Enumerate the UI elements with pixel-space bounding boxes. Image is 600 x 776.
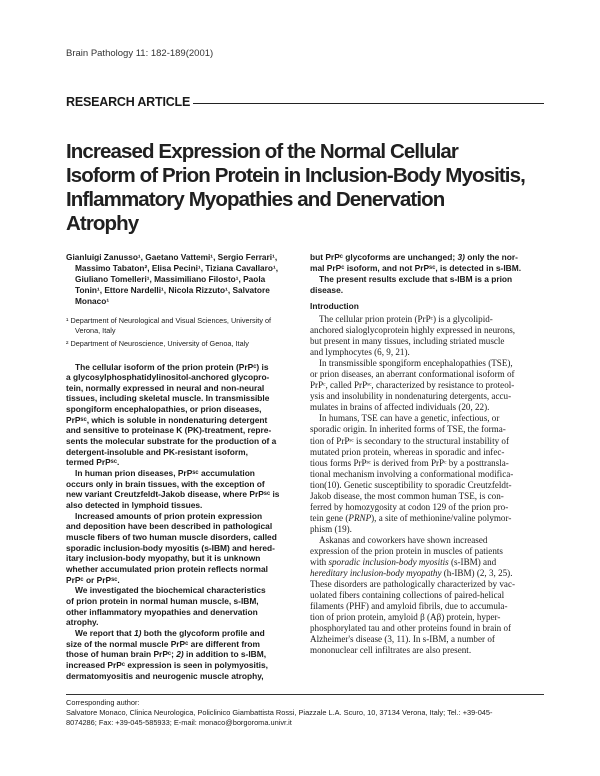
body-line: ysis and insolubility in nondenaturing detergents, accu-: [310, 391, 512, 402]
body-line: tion of prion protein, amyloid β (Aβ) protein, hyper-: [310, 612, 501, 623]
title-line: Inflammatory Myopathies and Denervation: [66, 188, 445, 211]
body-line: In humans, TSE can have a genetic, infectious, or: [319, 413, 500, 424]
abstract-line: sents the molecular substrate for the production of a: [66, 436, 277, 447]
body-line: tious forms PrPˢᶜ is derived from PrPᶜ by a posttransla-: [310, 457, 509, 468]
abstract-line: muscle fibers of two human muscle disorders, called: [66, 532, 277, 542]
body-line: Jakob disease, the most common human TSE, is con-: [310, 490, 504, 501]
abstract: [66, 362, 298, 682]
body-line: tion of PrPˢᶜ is secondary to the structural instability of: [310, 435, 509, 446]
body-line: mutated prion protein, whereas in sporadic and infec-: [310, 446, 505, 457]
abstract-line: size of the normal muscle PrPᶜ are different from: [66, 638, 260, 649]
abstract-line: also detected in lymphoid tissues.: [66, 500, 203, 511]
body-line: or prion diseases, an aberrant conformational isoform of: [310, 369, 515, 380]
author-line: Monaco¹: [75, 296, 110, 306]
body-line: tion(10). Genetic susceptibility to sporadic Creutzfeldt-: [310, 479, 512, 490]
body-line: uolated fibers containing collections of paired-helical: [310, 590, 505, 601]
abstract-line: whether accumulated prion protein reflects normal: [66, 563, 268, 574]
introduction-heading: Introduction: [310, 301, 359, 311]
abstract-line: detergent-insoluble and PK-resistant isoform,: [66, 446, 248, 457]
abstract-line: occurs only in brain tissues, with the exception of: [66, 478, 265, 489]
abstract-continued: [310, 252, 544, 296]
body-line: tein gene (PRNP), a site of methionine/valine polymor-: [310, 512, 512, 523]
title-line: Increased Expression of the Normal Cellular: [66, 140, 458, 163]
title-line: Atrophy: [66, 212, 139, 235]
abstract-line: In human prion diseases, PrPˢᶜ accumulation: [75, 468, 255, 479]
affiliation-line: Verona, Italy: [75, 325, 116, 335]
body-line: hereditary inclusion-body myopathy (h-IBM) (2, 3, 25).: [310, 568, 513, 579]
introduction-text: [310, 314, 544, 656]
body-line: phism (19).: [310, 523, 352, 534]
abstract-line: and sensitive to proteinase K (PK)-treatment, repre-: [66, 425, 272, 436]
corresponding-author-details: [66, 708, 544, 728]
body-line: but present in many tissues, including striated muscle: [310, 336, 505, 347]
body-line: In transmissible spongiform encephalopathies (TSE),: [319, 358, 513, 369]
body-line: sporadic origin. In inherited forms of TSE, the forma-: [310, 424, 506, 435]
abstract-line: The cellular isoform of the prion protein (PrPᶜ) is: [75, 361, 269, 372]
author-line: Tonin¹, Ettore Nardelli¹, Nicola Rizzuto¹, Salvatore: [75, 285, 270, 295]
body-line: anchored sialoglycoprotein highly expressed in neurons,: [310, 325, 516, 336]
journal-reference: Brain Pathology 11: 182-189(2001): [66, 48, 214, 59]
body-line: with sporadic inclusion-body myositis (s-IBM) and: [310, 557, 497, 568]
body-line: Alzheimer's disease (3, 11). In s-IBM, a number of: [310, 634, 495, 645]
abstract-line: The present results exclude that s-IBM is a prion: [319, 274, 513, 284]
article-title: [66, 140, 544, 236]
abstract-line: new variant Creutzfeldt-Jakob disease, where PrPˢᶜ is: [66, 489, 280, 500]
body-line: Askanas and coworkers have shown increased: [319, 534, 488, 545]
body-line: These disorders are pathologically characterized by vac-: [310, 579, 516, 590]
abstract-line: a glycosylphosphatidylinositol-anchored glycopro-: [66, 372, 270, 383]
abstract-line: disease.: [310, 285, 344, 295]
body-line: and lymphocytes (6, 9, 21).: [310, 347, 410, 358]
abstract-line: termed PrPˢᶜ.: [66, 457, 120, 468]
author-line: Gianluigi Zanusso¹, Gaetano Vattemi¹, Sergio Ferrari¹,: [66, 252, 278, 262]
footer-line: 8074286; Fax: +39-045-585933; E-mail: monaco@borgoroma.univr.it: [66, 718, 292, 727]
affiliation-line: ² Department of Neuroscience, University of Genoa, Italy: [66, 339, 249, 348]
author-line: Giuliano Tomelleri¹, Massimiliano Filosto¹, Paola: [75, 274, 266, 284]
author-list: [66, 252, 298, 307]
title-line: Isoform of Prion Protein in Inclusion-Body Myositis,: [66, 164, 525, 187]
abstract-line: PrPᶜ or PrPˢᶜ.: [66, 574, 120, 585]
section-rule: [193, 103, 544, 104]
abstract-line: but PrPᶜ glycoforms are unchanged; 3) only the nor-: [310, 252, 518, 262]
footer-line: Salvatore Monaco, Clinica Neurologica, Policlinico Giambattista Rossi, Piazzale L.A. Scuro, 10, 37134 Verona, Italy; Tel.: +39-045-: [66, 708, 493, 717]
body-line: tional mechanism involving a conformational modifica-: [310, 468, 514, 479]
abstract-line: spongiform encephalopathies, or prion diseases,: [66, 404, 262, 415]
abstract-line: mal PrPᶜ isoform, and not PrPˢᶜ, is detected in s-IBM.: [310, 263, 522, 273]
footer: [66, 694, 544, 728]
abstract-line: itary inclusion-body myopathy, but it is unknown: [66, 553, 261, 564]
abstract-line: We investigated the biochemical characteristics: [75, 585, 266, 596]
abstract-line: PrPˢᶜ, which is soluble in nondenaturing detergent: [66, 414, 268, 425]
section-heading: [66, 95, 544, 109]
abstract-line: atrophy.: [66, 617, 99, 628]
abstract-line: dermatomyositis and neurogenic muscle atrophy,: [66, 670, 264, 681]
body-line: mulates in brains of affected individuals (20, 22).: [310, 402, 490, 413]
abstract-line: increased PrPᶜ expression is seen in polymyositis,: [66, 659, 268, 670]
right-column: [310, 252, 544, 656]
body-line: The cellular prion protein (PrPᶜ) is a glycolipid-: [319, 314, 493, 324]
abstract-line: of prion protein in normal human muscle, s-IBM,: [66, 595, 259, 606]
abstract-line: We report that 1) both the glycoform profile and: [75, 627, 265, 638]
body-line: PrPᶜ, called PrPˢᶜ, characterized by resistance to proteol-: [310, 380, 515, 391]
corresponding-author-label: Corresponding author:: [66, 698, 140, 707]
author-line: Massimo Tabaton², Elisa Pecini¹, Tiziana Cavallaro¹,: [75, 263, 279, 273]
abstract-line: tein, normally expressed in neural and non-neural: [66, 382, 265, 393]
body-line: filaments (PHF) and amyloid fibrils, due to accumula-: [310, 601, 508, 612]
section-label: RESEARCH ARTICLE: [66, 95, 191, 109]
body-line: ferred by homozygosity at codon 129 of the prion pro-: [310, 501, 509, 512]
abstract-line: Increased amounts of prion protein expression: [75, 510, 263, 521]
affiliations: [66, 316, 298, 349]
footer-rule: [66, 694, 544, 695]
affiliation-line: ¹ Department of Neurological and Visual Sciences, University of: [66, 316, 272, 325]
abstract-line: those of human brain PrPᶜ; 2) in addition to s-IBM,: [66, 649, 267, 660]
abstract-line: sporadic inclusion-body myositis (s-IBM) and hered-: [66, 542, 275, 553]
abstract-line: tissues, including skeletal muscle. In transmissible: [66, 393, 270, 404]
body-line: phosphorylated tau and other proteins found in brain of: [310, 623, 512, 634]
abstract-line: and deposition have been described in pathological: [66, 521, 273, 532]
left-column: [66, 252, 298, 681]
body-line: mononuclear cell infiltrates are also present.: [310, 645, 472, 656]
abstract-line: other inflammatory myopathies and denervation: [66, 606, 258, 617]
body-line: expression of the prion protein in muscles of patients: [310, 545, 503, 556]
